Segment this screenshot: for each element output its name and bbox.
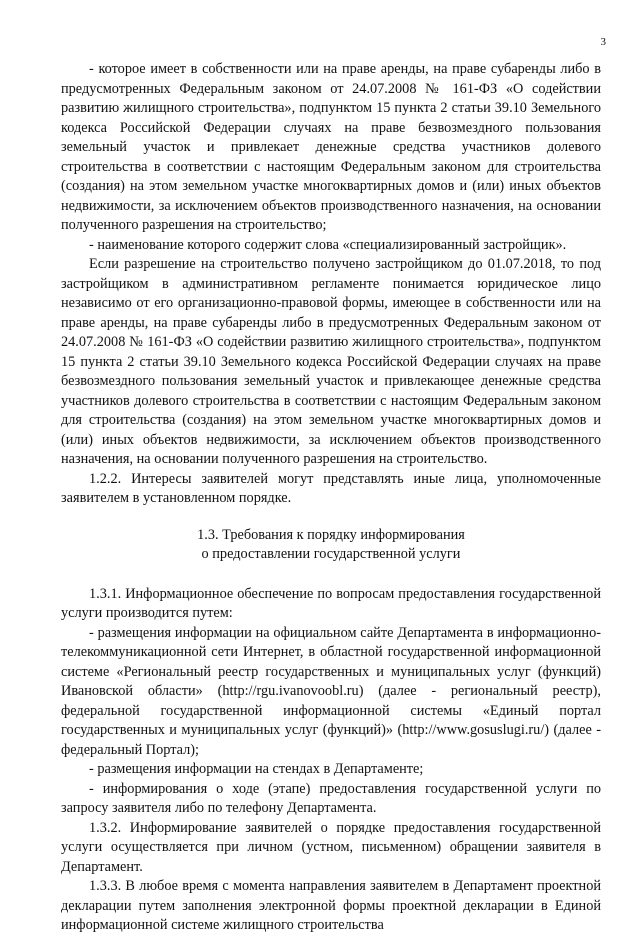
page-number: 3 (600, 36, 606, 48)
paragraph: 1.2.2. Интересы заявителей могут представлять иные лица, уполномоченные заявителем в установленном порядке. (61, 470, 601, 506)
paragraph: 1.3.1. Информационное обеспечение по вопросам предоставления государственной услуги производится путем: (61, 585, 601, 621)
paragraph: 1.3.2. Информирование заявителей о порядке предоставления государственной услуги осуществляется при личном (устном, письменном) обращении заявителя в Департамент. (61, 819, 601, 875)
section-heading-line-2: о предоставлении государственной услуги (201, 546, 461, 562)
paragraph: - размещения информации на стендах в Департаменте; (89, 761, 424, 777)
paragraph: - которое имеет в собственности или на праве аренды, на праве субаренды либо в предусмотренных Федеральным законом от 24.07.2008 № 161-ФЗ «О содействии развитию жилищного строительства», подпунктом 15 пункта 2 статьи 39.10 Земельного кодекса Российской Федерации случаях на праве безвозмездного пользования земельный участок и привлекает денежные средства участников долевого строительства в соответствии с настоящим Федеральным законом для строительства (создания) на этом земельном участке многоквартирных домов и (или) иных объектов недвижимости, за исключением объектов производственного назначения, на основании полученного разрешения на строительство; (61, 61, 601, 233)
paragraph: 1.3.3. В любое время с момента направления заявителем в Департамент проектной декларации путем заполнения электронной формы проектной декларации в Единой информационной системе жилищного строительства (61, 878, 601, 933)
paragraph: - размещения информации на официальном сайте Департамента в информационно-телекоммуникационной сети Интернет, в областной государственной информационной системе «Региональный реестр государственных и муниципальных услуг (функций) Ивановской области» (http://rgu.ivanovoobl.ru) (далее - региональный реестр), федеральной государственной информационной системы «Единый портал государственных и муниципальных услуг (функций)» (http://www.gosuslugi.ru/) (далее - федеральный Портал); (61, 624, 601, 758)
paragraph: - информирования о ходе (этапе) предоставления государственной услуги по запросу заявителя либо по телефону Департамента. (61, 780, 601, 816)
section-heading-line-1: 1.3. Требования к порядку информирования (197, 526, 465, 543)
document-body (61, 60, 601, 936)
paragraph: Если разрешение на строительство получено застройщиком до 01.07.2018, то под застройщиком в административном регламенте понимается юридическое лицо независимо от его организационно-правовой формы, имеющее в собственности или на праве аренды, на праве субаренды либо в предусмотренных Федеральным законом от 24.07.2008 № 161-ФЗ «О содействии развитию жилищного строительства», подпунктом 15 пункта 2 статьи 39.10 Земельного кодекса Российской Федерации случаях на праве безвозмездного пользования земельный участок и привлекающее денежные средства участников долевого строительства в соответствии с настоящим Федеральным законом для строительства (создания) на этом земельном участке многоквартирных домов и (или) иных объектов недвижимости, за исключением объектов производственного назначения, на основании полученного разрешения на строительство. (61, 256, 601, 467)
paragraph: - наименование которого содержит слова «специализированный застройщик». (89, 236, 567, 253)
